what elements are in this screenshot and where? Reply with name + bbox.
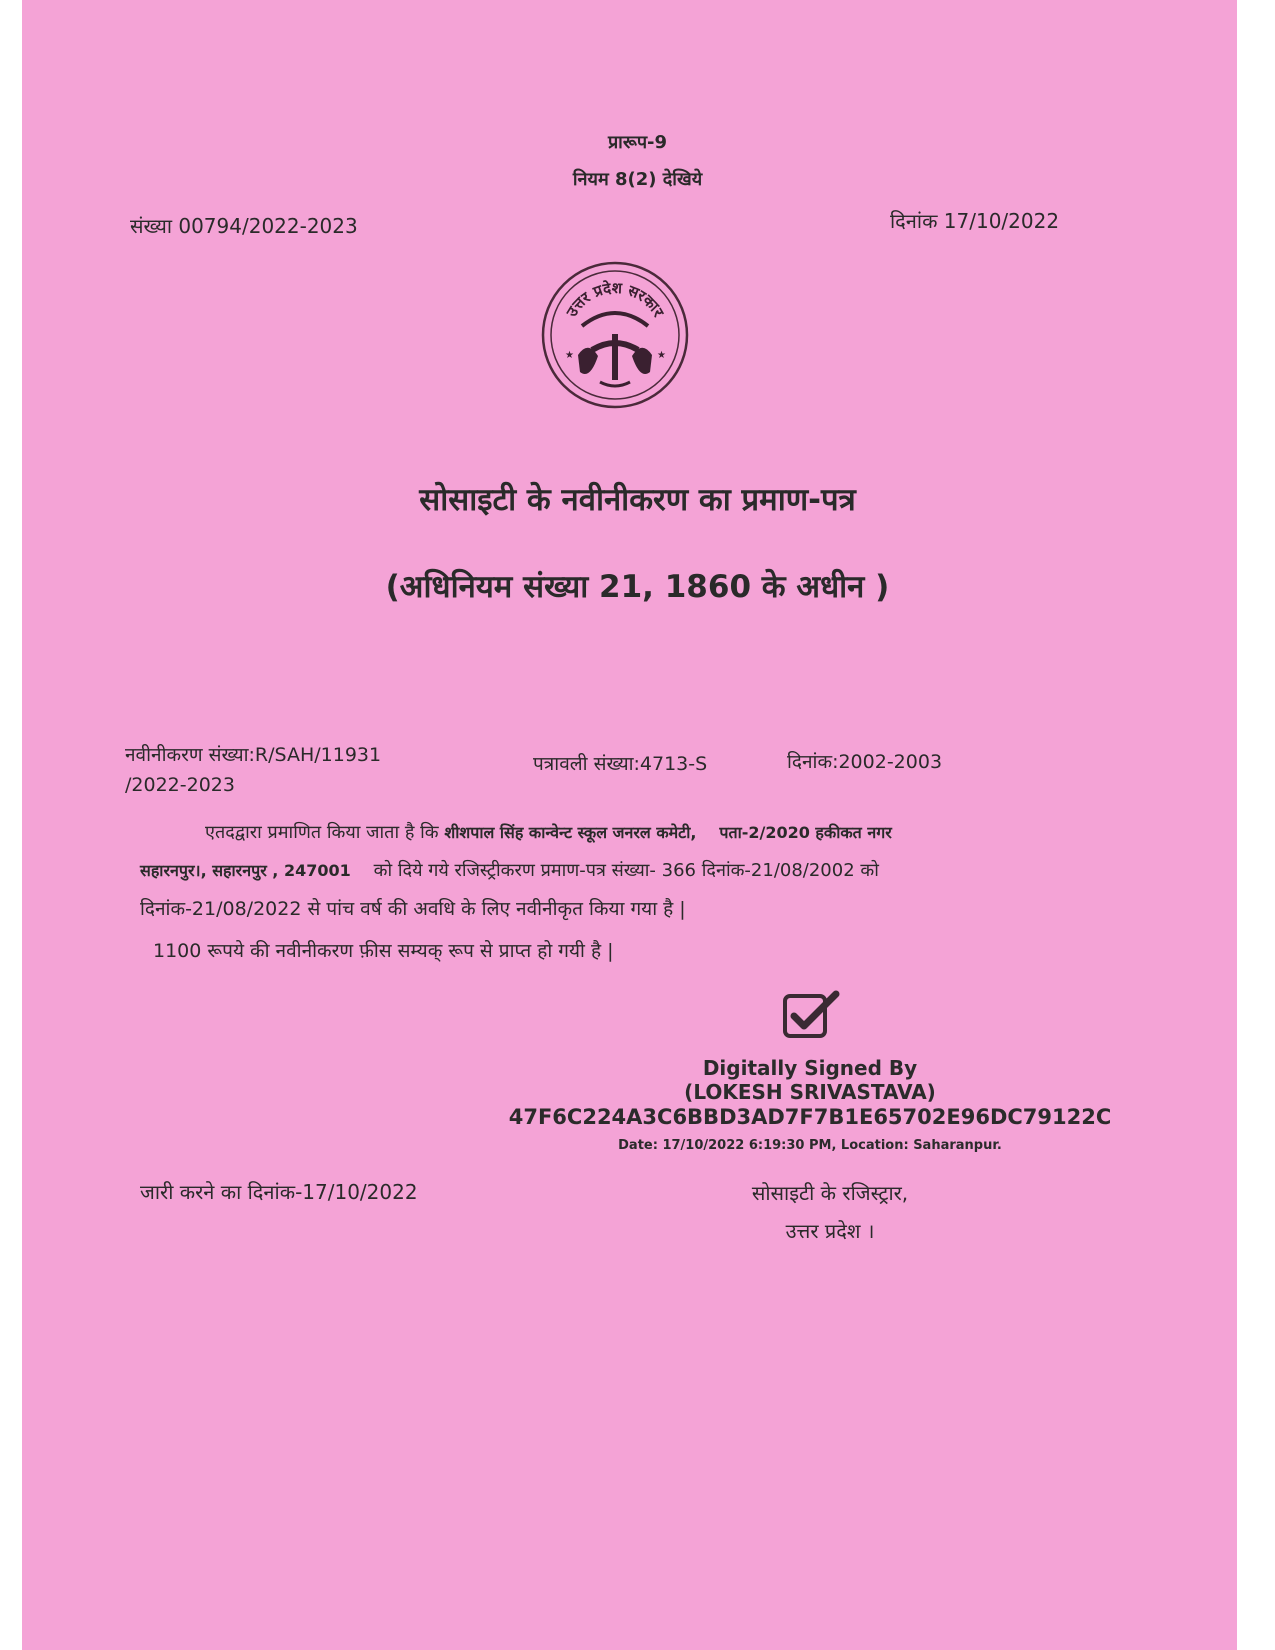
society-name: शीशपाल सिंह कान्वेन्ट स्कूल जनरल कमेटी, — [444, 823, 697, 842]
svg-text:★: ★ — [565, 350, 574, 361]
file-number: पत्रावली संख्या:4713-S — [533, 753, 708, 775]
renewal-number — [125, 740, 465, 800]
state-emblem-seal-icon — [540, 260, 690, 410]
registrar-title: सोसाइटी के रजिस्ट्रार, — [751, 1181, 909, 1205]
body-line-3: दिनांक-21/08/2022 से पांच वर्ष की अवधि के लिए नवीनीकृत किया गया है | — [140, 898, 686, 920]
registrar-block — [690, 1174, 970, 1250]
renewal-number-line2: /2022-2023 — [125, 774, 235, 796]
file-date: दिनांक:2002-2003 — [787, 751, 943, 773]
body-line-1-text: एतदद्वारा प्रमाणित किया जाता है कि — [205, 822, 445, 843]
society-address: पता-2/2020 हकीकत नगर — [719, 823, 892, 842]
certificate-number: संख्या 00794/2022-2023 — [130, 214, 358, 238]
body-line-1 — [205, 820, 892, 844]
renewal-number-line1: नवीनीकरण संख्या:R/SAH/11931 — [125, 744, 382, 766]
society-city: सहारनपुर।, सहारनपुर , 247001 — [140, 861, 351, 880]
form-number: प्रारूप-9 — [607, 132, 668, 153]
signature-datetime: Date: 17/10/2022 6:19:30 PM, Location: Saharanpur. — [618, 1138, 1002, 1153]
body-line-2-text: को दिये गये रजिस्ट्रीकरण प्रमाण-पत्र संख्या- 366 दिनांक-21/08/2002 को — [373, 860, 879, 881]
certificate-title: सोसाइटी के नवीनीकरण का प्रमाण-पत्र — [419, 482, 856, 518]
rule-reference: नियम 8(2) देखिये — [572, 169, 703, 190]
checkmark-box-icon — [782, 990, 842, 1040]
signer-name: (LOKESH SRIVASTAVA) — [684, 1080, 936, 1104]
body-line-2 — [140, 858, 879, 882]
issue-date: जारी करने का दिनांक-17/10/2022 — [140, 1180, 418, 1204]
signature-hash: 47F6C224A3C6BBD3AD7F7B1E65702E96DC79122C — [508, 1105, 1112, 1129]
digital-signature — [485, 1056, 1135, 1153]
svg-text:उत्तर प्रदेश सरकार: उत्तर प्रदेश सरकार — [562, 278, 668, 321]
registrar-state: उत्तर प्रदेश । — [785, 1219, 875, 1243]
svg-text:★: ★ — [657, 350, 666, 361]
fee-line: 1100 रूपये की नवीनीकरण फ़ीस सम्यक् रूप से प्राप्त हो गयी है | — [153, 940, 614, 962]
certificate-subtitle: (अधिनियम संख्या 21, 1860 के अधीन ) — [385, 569, 890, 605]
signed-by-label: Digitally Signed By — [702, 1056, 918, 1080]
certificate-date: दिनांक 17/10/2022 — [890, 209, 1060, 233]
